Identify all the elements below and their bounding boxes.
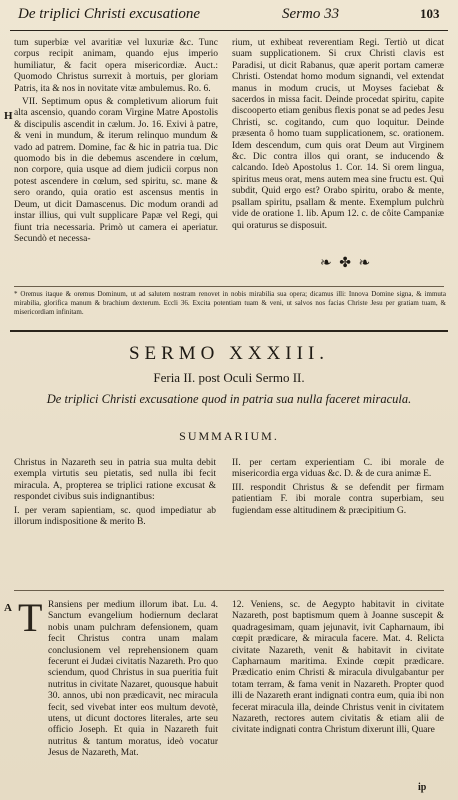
- footnote-rule: [14, 286, 444, 287]
- page-number: 103: [420, 6, 440, 21]
- summary-right-paragraph-1: II. per certam experientiam C. ibi morale de misericordia erga viduas &c. D. & de cura animæ E.: [232, 458, 444, 480]
- summary-left-paragraph-1: Christus in Nazareth seu in patria sua multa debit exempla virtutis seu pietatis, sed nulla ibi fecit miracula. A, propterea se triplici ratione excusat & respondet civibus suis indignantibus:: [14, 458, 216, 503]
- top-left-paragraph-2: VII. Septimum opus & completivum aliorum fuit alta ascensio, quando coram Virgine Matre Apostolis & discipulis ascendit in cælum. Jo. 16. Exivi à patre, & veni in mundum, & iterum relinquo mundum & vado ad patrem. Domine, fac & hic in patria tua. Dic quomodo bis in die debemus ascendere in cœlum, non corpore, quia usque ad diem judicii corpus non potest ascendere in cœlum, sed spiritu, sc. mane & sero orando, quia oratio est ascensus mentis in Deum, ut dicit Damascenus. Dic modum orandi ad instar illius, qui vult supplicare Papæ vel Regi, qui fiunt tria necessaria. Primò ut camera ei aperiatur. Secundò et necessa-: [14, 97, 218, 244]
- running-header: [0, 0, 458, 30]
- drop-capital: T: [18, 595, 43, 640]
- top-right-column: [232, 38, 444, 234]
- feria-line: Feria II. post Oculi Sermo II.: [153, 370, 305, 385]
- body-right-paragraph-1: 12. Veniens, sc. de Aegypto habitavit in civitate Nazareth, post baptismum quem à Joanne suscepit & quadragesimam, quam jejunavit, ivit Capharnaum, ibi cœpit prædicare, & miracula facere. Mat. 4. Relicta civitate Nazareth, venit & habitavit in civitate Capharnaum maritima. Exinde cœpit prædicare. Prædicatio enim Christi & miracula divulgabantur per totam terram, & fama venit in Nazareth. Propter quod illi de Nazareth erant indignati contra eum, quia ibi non fecerat miracula illa, deinde Christus venit in civitatem Nazareth, rectores autem civitatis & etiam alii de civitate indignati contra Christum dixerunt illi, Quare: [232, 600, 444, 736]
- margin-letter-a: A: [4, 602, 12, 614]
- summary-heading: SUMMARIUM.: [179, 429, 279, 443]
- body-rule: [14, 590, 444, 591]
- sermon-heading: SERMO XXXIII.: [128, 343, 330, 364]
- sermon-number: Sermo 33: [282, 6, 340, 22]
- header-rule: [10, 30, 448, 31]
- margin-letter-h: H: [4, 110, 13, 122]
- summary-right-column: [232, 458, 444, 519]
- running-title: De triplici Christi excusatione: [18, 6, 201, 22]
- summary-left-column: [14, 458, 216, 530]
- footnote: * Oremus itaque & oremus Dominum, ut ad salutem nostram renovet in nobis mirabilia sua opera; dicamus illi: Innova Domine signa, & immuta mirabilia, glorifica manum & brachium dexterum. Eccli 36. Excita potentiam tuam & veni, ut salvos nos facias Christe Jesu per gratiam tuam, & misericordiam infinitam.: [14, 290, 446, 316]
- top-left-paragraph-1: tum superbiæ vel avaritiæ vel luxuriæ &c. Tunc corpus recipit animam, quando ejus imperio humiliatur, & facit opera misericordiæ. Auct.: Quomodo Christus surrexit à mortuis, per gloriam Patris, ita & nos in novitate vitæ ambulemus. Ro. 6.: [14, 38, 218, 94]
- top-left-column: [14, 38, 218, 247]
- body-right-column: [232, 600, 444, 739]
- summary-right-paragraph-2: III. respondit Christus & se defendit per firmam patientiam F. ibi morale contra superbiam, seu fugiendam esse altitudinem & præcipitium G.: [232, 482, 444, 516]
- section-rule: [10, 330, 448, 332]
- summary-left-paragraph-2: I. per veram sapientiam, sc. quod impediatur ab illorum indispositione & merito B.: [14, 505, 216, 528]
- ornament-fleuron: ❧ ✤ ❧: [320, 256, 373, 271]
- body-left-paragraph-1: Ransiens per medium illorum ibat. Lu. 4. Sanctum evangelium hodiernum declarat nobis unam pulchram defensionem, quam fecit Christus contra unam malam conclusionem vel reprehensionem quam fecerunt ei Judæi civitatis Nazareth. Pro quo sciendum, quod Christus in sua pueritia fuit nutritus in civitate Nazaret, quousque habuit 30. annos, ubi non prædicavit, nec miracula fecit, sed vivebat inter eos multum devotè, utens, ut dicunt doctores literales, arte seu officio Joseph. Et quia in Nazareth fuit nutritus & tantum moratus, ideò vocatur Jesus de Nazareth, Mat.: [48, 600, 218, 759]
- body-left-column: [48, 600, 218, 762]
- sermon-subtitle: De triplici Christi excusatione quod in patria sua nulla faceret miracula.: [46, 392, 412, 406]
- catchword: ip: [418, 782, 427, 793]
- top-right-paragraph-1: rium, ut exhibeat reverentiam Regi. Tertiò ut dicat suam supplicationem. Si crux Christi clavis est Paradisi, ut dicit Rabanus, quæ aperit portam cameræ Christi. Ostendat homo modum signandi, vel extendat manus in modum crucis, ut Moyses faciebat & sacerdos in missa facit. Deinde procedat spiritu, capite discooperto etiam genibus flexis ponat se ad pedes Jesu Christi, sc. cogitando, cum quo loquitur. Deinde præsenta ô homo tuam supplicationem, sc. orationem. Idem descendum, cum quis orat Deum aut Virginem &c. Dic contra illos qui orant, se inducendo & calcando. Ideò Apostolus 1. Cor. 14. Si orem lingua, spiritus meus orat, mens autem mea sine fructu est. Quì subdit, Quid ergo est? Orabo spiritu, orabo & mente, psallam spiritu, psallam & mente. Exemplum pulchrù vide de oratione 1. lib. Apum 12. c. de côite Campaniæ qui oraturus se disposuit.: [232, 38, 444, 231]
